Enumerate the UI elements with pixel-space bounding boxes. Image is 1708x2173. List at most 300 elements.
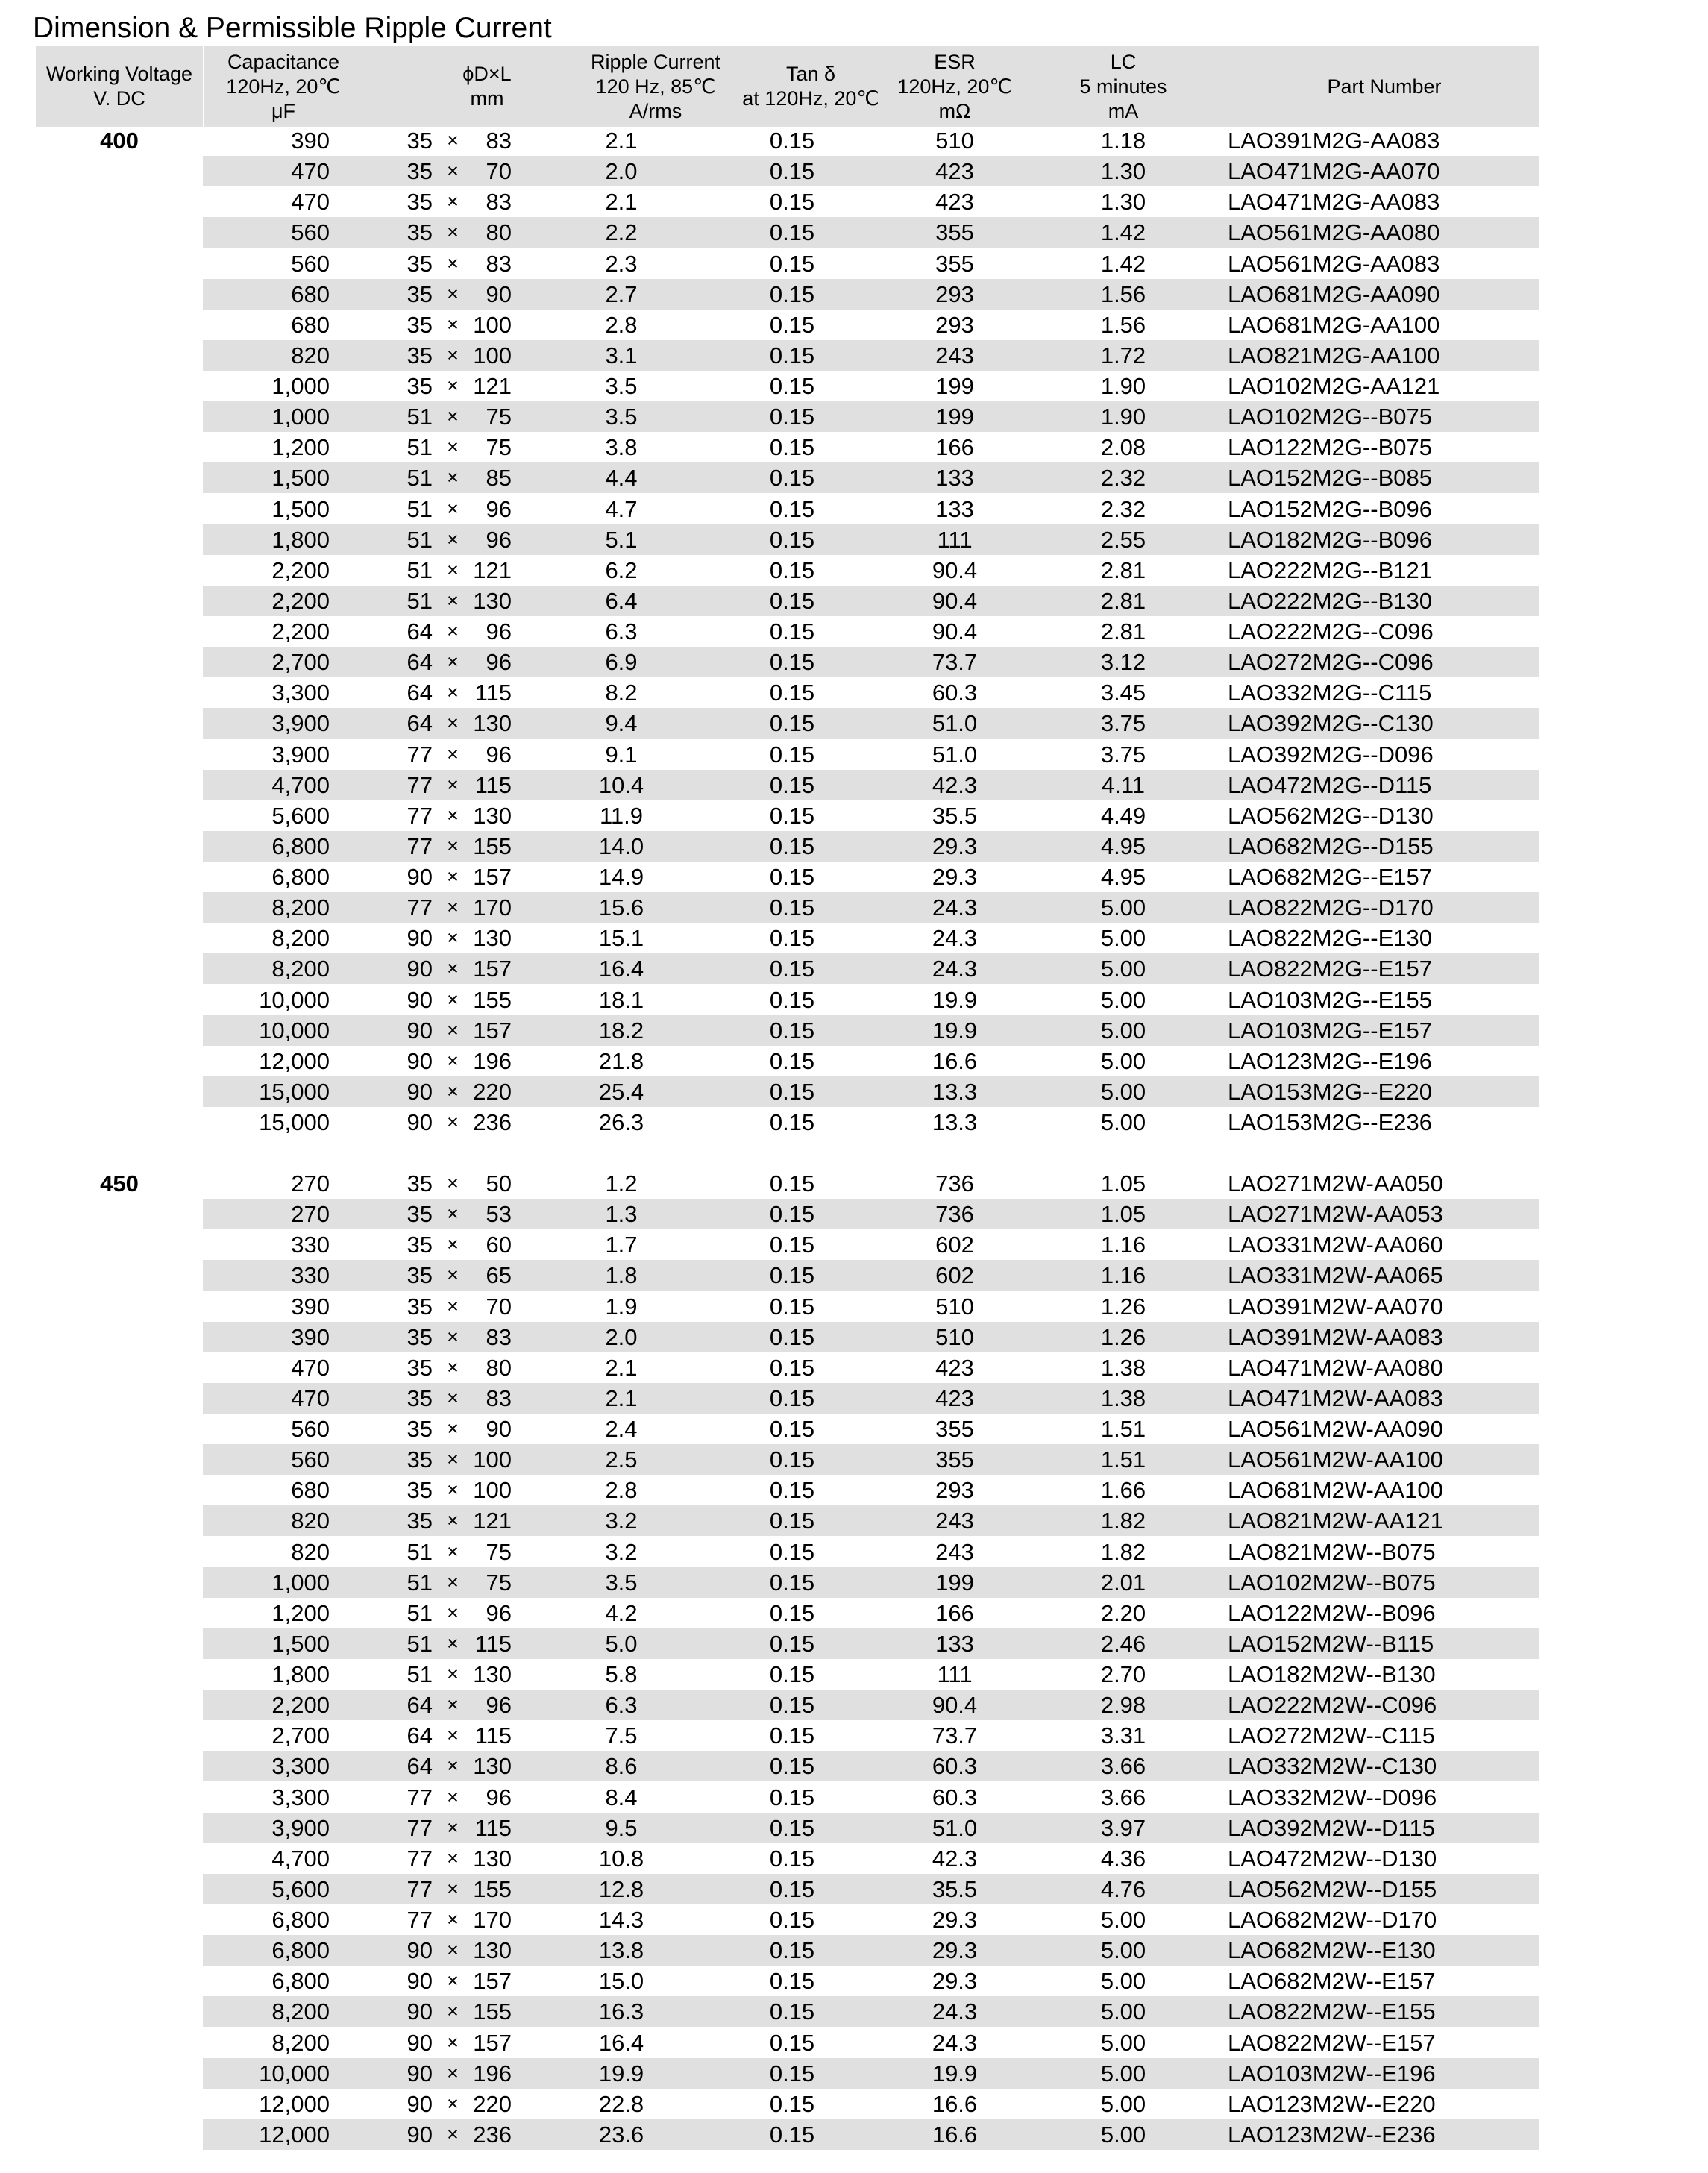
esr-cell: 133 (935, 465, 974, 492)
ripple-current-cell: 10.8 (598, 1845, 644, 1872)
capacitance-cell: 820 (291, 342, 330, 369)
length-cell: 115 (474, 1722, 512, 1749)
ripple-current-cell: 13.8 (598, 1937, 644, 1964)
part-number-cell: LAO103M2G--E157 (1228, 1017, 1432, 1044)
times-sign: × (447, 190, 459, 213)
lc-cell: 5.00 (1100, 1907, 1146, 1933)
part-number-cell: LAO271M2W-AA050 (1228, 1170, 1443, 1197)
table-row (0, 1015, 1708, 1046)
diameter-cell: 35 (406, 1232, 433, 1258)
length-cell: 157 (473, 1017, 512, 1044)
capacitance-cell: 560 (291, 219, 330, 246)
diameter-cell: 35 (406, 1354, 433, 1381)
length-cell: 96 (486, 1784, 512, 1810)
part-number-cell: LAO332M2G--C115 (1228, 680, 1432, 706)
table-row (0, 1874, 1708, 1904)
table-row (0, 1996, 1708, 2027)
length-cell: 96 (486, 649, 512, 676)
diameter-cell: 90 (406, 986, 433, 1013)
part-number-cell: LAO681M2G-AA090 (1228, 280, 1440, 307)
ripple-current-cell: 2.2 (605, 219, 638, 246)
times-sign: × (447, 374, 459, 397)
diameter-cell: 77 (406, 1784, 433, 1810)
tan-delta-cell: 0.15 (769, 2090, 815, 2117)
esr-cell: 13.3 (932, 1078, 978, 1105)
times-sign: × (447, 773, 459, 796)
length-cell: 220 (473, 1078, 512, 1105)
table-row (0, 1782, 1708, 1813)
tan-delta-cell: 0.15 (769, 986, 815, 1013)
table-row (0, 217, 1708, 248)
ripple-current-cell: 9.5 (605, 1814, 638, 1841)
tan-delta-cell: 0.15 (769, 1109, 815, 1135)
header-ripple-line1: Ripple Current (590, 50, 721, 73)
capacitance-cell: 3,300 (271, 1753, 330, 1780)
length-cell: 115 (474, 680, 512, 706)
tan-delta-cell: 0.15 (769, 495, 815, 522)
part-number-cell: LAO102M2W--B075 (1228, 1569, 1436, 1596)
diameter-cell: 90 (406, 2029, 433, 2056)
esr-cell: 602 (935, 1232, 974, 1258)
ripple-current-cell: 6.4 (605, 587, 638, 614)
table-row (0, 616, 1708, 647)
lc-cell: 2.81 (1100, 618, 1146, 645)
part-number-cell: LAO822M2G--D170 (1228, 894, 1434, 921)
ripple-current-cell: 15.1 (598, 925, 644, 952)
tan-delta-cell: 0.15 (769, 925, 815, 952)
capacitance-cell: 1,000 (271, 373, 330, 399)
ripple-current-cell: 19.9 (598, 2060, 644, 2086)
length-cell: 130 (473, 1661, 512, 1687)
tan-delta-cell: 0.15 (769, 587, 815, 614)
tan-delta-cell: 0.15 (769, 2029, 815, 2056)
table-row (0, 1751, 1708, 1781)
diameter-cell: 51 (406, 465, 433, 492)
page-title: Dimension & Permissible Ripple Current (33, 12, 552, 44)
esr-cell: 42.3 (932, 771, 978, 798)
capacitance-cell: 330 (291, 1232, 330, 1258)
capacitance-cell: 1,800 (271, 526, 330, 553)
capacitance-cell: 470 (291, 189, 330, 216)
ripple-current-cell: 1.3 (605, 1201, 638, 1228)
diameter-cell: 64 (406, 1722, 433, 1749)
part-number-cell: LAO822M2G--E130 (1228, 925, 1432, 952)
esr-cell: 16.6 (932, 2121, 978, 2148)
tan-delta-cell: 0.15 (769, 465, 815, 492)
times-sign: × (447, 2122, 459, 2145)
ripple-current-cell: 6.9 (605, 649, 638, 676)
times-sign: × (447, 803, 459, 827)
tan-delta-cell: 0.15 (769, 1293, 815, 1320)
length-cell: 85 (486, 465, 512, 492)
part-number-cell: LAO152M2G--B085 (1228, 465, 1432, 492)
diameter-cell: 35 (406, 311, 433, 338)
times-sign: × (447, 1785, 459, 1808)
esr-cell: 19.9 (932, 2060, 978, 2086)
tan-delta-cell: 0.15 (769, 894, 815, 921)
times-sign: × (447, 1325, 459, 1348)
tan-delta-cell: 0.15 (769, 1017, 815, 1044)
ripple-current-cell: 3.2 (605, 1508, 638, 1534)
tan-delta-cell: 0.15 (769, 1446, 815, 1473)
length-cell: 83 (486, 250, 512, 277)
capacitance-cell: 2,700 (271, 649, 330, 676)
esr-cell: 243 (935, 1538, 974, 1565)
part-number-cell: LAO182M2G--B096 (1228, 526, 1432, 553)
table-row (0, 1168, 1708, 1199)
ripple-current-cell: 18.2 (598, 1017, 644, 1044)
ripple-current-cell: 5.8 (605, 1661, 638, 1687)
part-number-cell: LAO681M2W-AA100 (1228, 1477, 1443, 1504)
lc-cell: 1.82 (1100, 1508, 1146, 1534)
lc-cell: 5.00 (1100, 986, 1146, 1013)
capacitance-cell: 4,700 (271, 1845, 330, 1872)
table-row (0, 800, 1708, 831)
length-cell: 100 (473, 342, 512, 369)
diameter-cell: 77 (406, 802, 433, 829)
times-sign: × (447, 466, 459, 489)
lc-cell: 2.08 (1100, 434, 1146, 461)
ripple-current-cell: 9.4 (605, 710, 638, 737)
part-number-cell: LAO222M2G--B121 (1228, 556, 1432, 583)
times-sign: × (447, 1846, 459, 1869)
diameter-cell: 77 (406, 832, 433, 859)
length-cell: 155 (473, 986, 512, 1013)
esr-cell: 423 (935, 189, 974, 216)
lc-cell: 1.26 (1100, 1293, 1146, 1320)
lc-cell: 1.90 (1100, 404, 1146, 430)
capacitance-cell: 3,900 (271, 741, 330, 768)
tan-delta-cell: 0.15 (769, 1998, 815, 2025)
table-row (0, 494, 1708, 524)
tan-delta-cell: 0.15 (769, 2060, 815, 2086)
part-number-cell: LAO471M2G-AA070 (1228, 158, 1440, 185)
times-sign: × (447, 129, 459, 151)
lc-cell: 5.00 (1100, 925, 1146, 952)
length-cell: 196 (473, 1047, 512, 1074)
tan-delta-cell: 0.15 (769, 1385, 815, 1411)
ripple-current-cell: 18.1 (598, 986, 644, 1013)
table-row (0, 923, 1708, 953)
table-row (0, 1904, 1708, 1935)
times-sign: × (447, 1386, 459, 1409)
esr-cell: 13.3 (932, 1109, 978, 1135)
capacitance-cell: 3,900 (271, 710, 330, 737)
lc-cell: 2.55 (1100, 526, 1146, 553)
tan-delta-cell: 0.15 (769, 802, 815, 829)
esr-cell: 60.3 (932, 1784, 978, 1810)
lc-cell: 1.42 (1100, 219, 1146, 246)
times-sign: × (447, 313, 459, 336)
lc-cell: 1.56 (1100, 280, 1146, 307)
times-sign: × (447, 1570, 459, 1593)
diameter-cell: 35 (406, 1262, 433, 1289)
times-sign: × (447, 1939, 459, 1962)
tan-delta-cell: 0.15 (769, 1722, 815, 1749)
times-sign: × (447, 1417, 459, 1440)
diameter-cell: 51 (406, 1661, 433, 1687)
diameter-cell: 90 (406, 1968, 433, 1995)
lc-cell: 1.51 (1100, 1416, 1146, 1442)
lc-cell: 1.51 (1100, 1446, 1146, 1473)
part-number-cell: LAO392M2W--D115 (1228, 1814, 1435, 1841)
times-sign: × (447, 2000, 459, 2023)
lc-cell: 1.90 (1100, 373, 1146, 399)
ripple-current-cell: 3.1 (605, 342, 638, 369)
diameter-cell: 51 (406, 1569, 433, 1596)
tan-delta-cell: 0.15 (769, 158, 815, 185)
part-number-cell: LAO561M2G-AA083 (1228, 250, 1440, 277)
table-row (0, 1935, 1708, 1966)
header-dimension-line1: ϕD×L (462, 63, 512, 85)
table-row (0, 1444, 1708, 1475)
table-row (0, 1352, 1708, 1383)
ripple-current-cell: 5.0 (605, 1630, 638, 1657)
lc-cell: 2.46 (1100, 1630, 1146, 1657)
capacitance-cell: 1,500 (271, 1630, 330, 1657)
capacitance-cell: 390 (291, 1323, 330, 1350)
times-sign: × (447, 712, 459, 735)
table-row (0, 310, 1708, 340)
table-row (0, 1720, 1708, 1751)
part-number-cell: LAO391M2W-AA083 (1228, 1323, 1443, 1350)
tan-delta-cell: 0.15 (769, 219, 815, 246)
part-number-cell: LAO822M2W--E157 (1228, 2029, 1436, 2056)
header-lc-line2: 5 minutes (1079, 75, 1167, 98)
times-sign: × (447, 1355, 459, 1379)
ripple-current-cell: 4.2 (605, 1599, 638, 1626)
capacitance-cell: 2,700 (271, 1722, 330, 1749)
esr-cell: 355 (935, 1446, 974, 1473)
ripple-current-cell: 2.1 (605, 189, 638, 216)
lc-cell: 1.56 (1100, 311, 1146, 338)
diameter-cell: 90 (406, 1998, 433, 2025)
ripple-current-cell: 1.8 (605, 1262, 638, 1289)
esr-cell: 133 (935, 1630, 974, 1657)
esr-cell: 19.9 (932, 986, 978, 1013)
esr-cell: 24.3 (932, 925, 978, 952)
diameter-cell: 64 (406, 680, 433, 706)
part-number-cell: LAO153M2G--E236 (1228, 1109, 1432, 1135)
times-sign: × (447, 251, 459, 275)
times-sign: × (447, 160, 459, 183)
part-number-cell: LAO821M2W--B075 (1228, 1538, 1436, 1565)
tan-delta-cell: 0.15 (769, 1201, 815, 1228)
diameter-cell: 77 (406, 1907, 433, 1933)
times-sign: × (447, 1663, 459, 1685)
lc-cell: 2.32 (1100, 495, 1146, 522)
table-row (0, 401, 1708, 432)
length-cell: 96 (486, 1692, 512, 1719)
part-number-cell: LAO152M2W--B115 (1228, 1630, 1434, 1657)
capacitance-cell: 8,200 (271, 894, 330, 921)
times-sign: × (447, 1294, 459, 1317)
ripple-current-cell: 3.2 (605, 1538, 638, 1565)
table-row (0, 953, 1708, 984)
diameter-cell: 51 (406, 434, 433, 461)
diameter-cell: 77 (406, 1875, 433, 1902)
table-row (0, 677, 1708, 708)
table-row (0, 2058, 1708, 2089)
tan-delta-cell: 0.15 (769, 864, 815, 890)
esr-cell: 423 (935, 1385, 974, 1411)
capacitance-cell: 6,800 (271, 1907, 330, 1933)
diameter-cell: 90 (406, 925, 433, 952)
lc-cell: 3.66 (1100, 1753, 1146, 1780)
table-row (0, 2028, 1708, 2058)
lc-cell: 4.11 (1101, 771, 1146, 798)
diameter-cell: 90 (406, 1109, 433, 1135)
length-cell: 236 (473, 2121, 512, 2148)
diameter-cell: 64 (406, 710, 433, 737)
part-number-cell: LAO103M2G--E155 (1228, 986, 1432, 1013)
table-row (0, 1076, 1708, 1107)
length-cell: 170 (473, 1907, 512, 1933)
esr-cell: 111 (937, 1661, 973, 1687)
diameter-cell: 90 (406, 864, 433, 890)
part-number-cell: LAO182M2W--B130 (1228, 1661, 1436, 1687)
esr-cell: 51.0 (932, 1814, 978, 1841)
diameter-cell: 35 (406, 1293, 433, 1320)
esr-cell: 90.4 (932, 618, 978, 645)
lc-cell: 5.00 (1100, 1109, 1146, 1135)
table-row (0, 125, 1708, 156)
tan-delta-cell: 0.15 (769, 404, 815, 430)
diameter-cell: 90 (406, 1047, 433, 1074)
table-row (0, 1537, 1708, 1567)
esr-cell: 510 (935, 1293, 974, 1320)
ripple-current-cell: 4.4 (605, 465, 638, 492)
capacitance-cell: 6,800 (271, 1937, 330, 1964)
tan-delta-cell: 0.15 (769, 1170, 815, 1197)
part-number-cell: LAO152M2G--B096 (1228, 495, 1432, 522)
ripple-current-cell: 23.6 (598, 2121, 644, 2148)
part-number-cell: LAO472M2G--D115 (1228, 771, 1432, 798)
esr-cell: 423 (935, 158, 974, 185)
tan-delta-cell: 0.15 (769, 1630, 815, 1657)
diameter-cell: 35 (406, 158, 433, 185)
lc-cell: 1.30 (1100, 158, 1146, 185)
times-sign: × (447, 1202, 459, 1226)
times-sign: × (447, 1479, 459, 1502)
capacitance-cell: 10,000 (259, 1017, 330, 1044)
diameter-cell: 35 (406, 1477, 433, 1504)
esr-cell: 24.3 (932, 2029, 978, 2056)
table-row (0, 1383, 1708, 1414)
ripple-current-cell: 14.9 (598, 864, 644, 890)
lc-cell: 1.30 (1100, 189, 1146, 216)
length-cell: 115 (474, 771, 512, 798)
times-sign: × (447, 1049, 459, 1072)
ripple-current-cell: 8.4 (605, 1784, 638, 1810)
table-row (0, 340, 1708, 371)
times-sign: × (447, 1877, 459, 1900)
tan-delta-cell: 0.15 (769, 1538, 815, 1565)
diameter-cell: 51 (406, 526, 433, 553)
ripple-current-cell: 8.6 (605, 1753, 638, 1780)
ripple-current-cell: 2.0 (605, 158, 638, 185)
lc-cell: 4.95 (1100, 864, 1146, 890)
part-number-cell: LAO471M2W-AA083 (1228, 1385, 1443, 1411)
length-cell: 75 (486, 404, 512, 430)
times-sign: × (447, 282, 459, 305)
lc-cell: 3.31 (1100, 1722, 1146, 1749)
lc-cell: 3.12 (1100, 649, 1146, 676)
lc-cell: 1.38 (1100, 1354, 1146, 1381)
length-cell: 90 (486, 1416, 512, 1442)
ripple-current-cell: 21.8 (598, 1047, 644, 1074)
length-cell: 155 (473, 1998, 512, 2025)
diameter-cell: 64 (406, 1692, 433, 1719)
esr-cell: 16.6 (932, 2090, 978, 2117)
diameter-cell: 51 (406, 1538, 433, 1565)
times-sign: × (447, 405, 459, 428)
lc-cell: 2.20 (1100, 1599, 1146, 1626)
lc-cell: 4.49 (1100, 802, 1146, 829)
times-sign: × (447, 2061, 459, 2084)
capacitance-cell: 270 (291, 1201, 330, 1228)
capacitance-cell: 680 (291, 280, 330, 307)
times-sign: × (447, 896, 459, 919)
esr-cell: 199 (935, 404, 974, 430)
part-number-cell: LAO392M2G--C130 (1228, 710, 1434, 737)
capacitance-cell: 2,200 (271, 556, 330, 583)
diameter-cell: 35 (406, 1323, 433, 1350)
part-number-cell: LAO331M2W-AA065 (1228, 1262, 1443, 1289)
esr-cell: 51.0 (932, 741, 978, 768)
diameter-cell: 51 (406, 1599, 433, 1626)
table-row (0, 1598, 1708, 1628)
ripple-current-cell: 1.7 (605, 1232, 638, 1258)
header-ripple-line3: A/rms (629, 99, 682, 122)
table-row (0, 1199, 1708, 1229)
esr-cell: 24.3 (932, 1998, 978, 2025)
esr-cell: 24.3 (932, 894, 978, 921)
part-number-cell: LAO682M2W--E130 (1228, 1937, 1436, 1964)
esr-cell: 199 (935, 373, 974, 399)
ripple-current-cell: 2.7 (605, 280, 638, 307)
capacitance-cell: 4,700 (271, 771, 330, 798)
capacitance-cell: 5,600 (271, 1875, 330, 1902)
lc-cell: 5.00 (1100, 956, 1146, 982)
table-row (0, 1291, 1708, 1322)
lc-cell: 1.18 (1100, 128, 1146, 154)
part-number-cell: LAO153M2G--E220 (1228, 1078, 1432, 1105)
lc-cell: 5.00 (1100, 2121, 1146, 2148)
esr-cell: 35.5 (932, 802, 978, 829)
capacitance-cell: 270 (291, 1170, 330, 1197)
header-lc-line1: LC (1110, 50, 1137, 73)
diameter-cell: 51 (406, 587, 433, 614)
times-sign: × (447, 1816, 459, 1839)
diameter-cell: 51 (406, 404, 433, 430)
length-cell: 115 (474, 1814, 512, 1841)
diameter-cell: 90 (406, 2060, 433, 2086)
diameter-cell: 35 (406, 1385, 433, 1411)
lc-cell: 2.98 (1100, 1692, 1146, 1719)
lc-cell: 1.72 (1100, 342, 1146, 369)
length-cell: 130 (473, 925, 512, 952)
tan-delta-cell: 0.15 (769, 832, 815, 859)
diameter-cell: 90 (406, 1017, 433, 1044)
diameter-cell: 35 (406, 250, 433, 277)
lc-cell: 2.70 (1100, 1661, 1146, 1687)
times-sign: × (447, 1018, 459, 1041)
part-number-cell: LAO472M2W--D130 (1228, 1845, 1437, 1872)
esr-cell: 293 (935, 280, 974, 307)
tan-delta-cell: 0.15 (769, 1937, 815, 1964)
table-row (0, 739, 1708, 770)
